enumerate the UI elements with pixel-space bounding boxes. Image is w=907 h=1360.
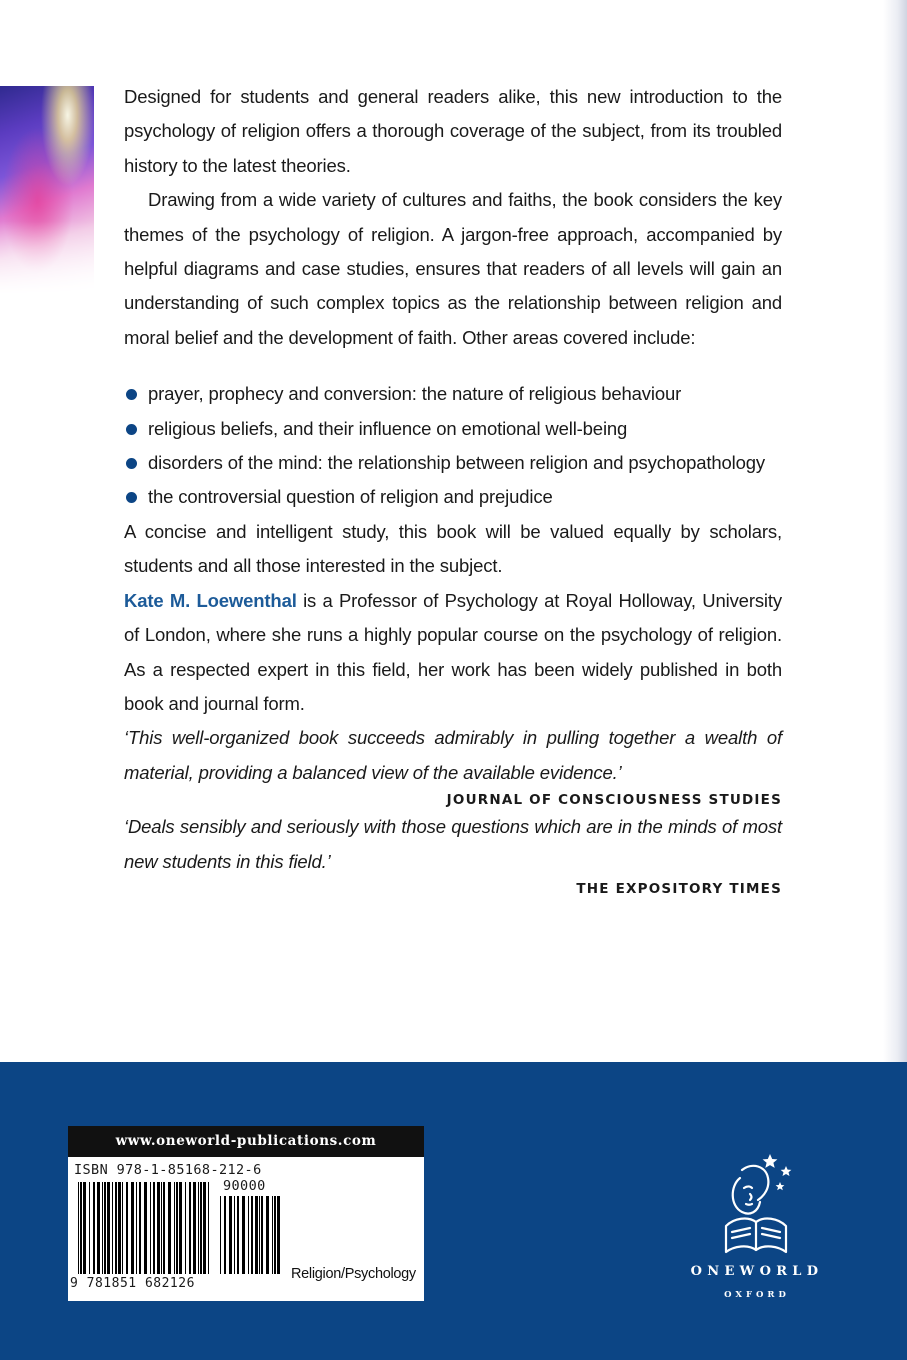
- list-item: [124, 446, 782, 480]
- reader-logo-icon: [700, 1148, 810, 1268]
- barcode-bar: [118, 1182, 121, 1274]
- bullet-icon: [126, 424, 137, 435]
- barcode-bar: [248, 1196, 249, 1274]
- barcode-bar: [220, 1196, 221, 1274]
- barcode-bar: [157, 1182, 160, 1274]
- author-bio-text: is a Professor of Psychology at Royal Holloway, University of London, where she runs a highly popular course on the psychology of religion. As a respected expert in this field, her work has been widely published in both book and journal form.: [124, 589, 782, 714]
- blurb-paragraph-2: Drawing from a wide variety of cultures and faiths, the book considers the key themes of the psychology of religion. A jargon-free approach, accompanied by helpful diagrams and case studies, ensures that readers of all levels will gain an understanding of such complex topics as the relationship between religion and moral belief and the development of faith. Other areas covered include:: [124, 189, 782, 348]
- list-item-text: prayer, prophecy and conversion: the nature of religious behaviour: [148, 383, 682, 405]
- list-item: [124, 412, 782, 446]
- barcode-bar: [242, 1196, 245, 1274]
- list-item: [124, 480, 782, 514]
- cover-art-fragment: [0, 86, 94, 294]
- barcode-bar: [255, 1196, 258, 1274]
- price-code: 90000: [223, 1178, 266, 1194]
- bullet-icon: [126, 492, 137, 503]
- barcode-bar: [176, 1182, 178, 1274]
- barcode-bar: [83, 1182, 86, 1274]
- barcode-bar: [266, 1196, 269, 1274]
- author-bio: [124, 584, 782, 722]
- barcode-bar: [163, 1182, 165, 1274]
- barcode-bar: [153, 1182, 155, 1274]
- blurb: [124, 80, 782, 899]
- list-item-text: religious beliefs, and their influence on emotional well-being: [148, 417, 628, 439]
- barcode-bar: [107, 1182, 110, 1274]
- publisher-name: ONEWORLD: [690, 1264, 824, 1279]
- review-source-2: THE EXPOSITORY TIMES: [576, 880, 782, 897]
- list-item-text: the controversial question of religion and prejudice: [148, 486, 553, 508]
- barcode-bar: [89, 1182, 90, 1274]
- barcode-bar: [261, 1196, 263, 1274]
- barcode-bar: [78, 1182, 79, 1274]
- isbn-text: ISBN 978-1-85168-212-6: [74, 1162, 262, 1178]
- barcode-bar: [189, 1182, 191, 1274]
- barcode-bar: [174, 1182, 175, 1274]
- barcode-bar: [229, 1196, 232, 1274]
- barcode-bar: [274, 1196, 276, 1274]
- barcode-bar: [126, 1182, 128, 1274]
- barcode-bar: [115, 1182, 117, 1274]
- topics-list: [124, 377, 782, 515]
- bullet-icon: [126, 389, 137, 400]
- publisher-url: www.oneworld-publications.com: [68, 1126, 424, 1157]
- barcode-bar: [131, 1182, 134, 1274]
- ean-digits: 9 781851 682126: [70, 1276, 195, 1291]
- list-item: [124, 377, 782, 411]
- barcode-bar: [198, 1182, 199, 1274]
- barcode-icon: [78, 1182, 283, 1277]
- barcode-bar: [203, 1182, 206, 1274]
- publisher-city: OXFORD: [724, 1290, 790, 1300]
- category-label: Religion/Psychology: [291, 1266, 416, 1282]
- bullet-icon: [126, 458, 137, 469]
- review-source-1: JOURNAL OF CONSCIOUSNESS STUDIES: [446, 792, 782, 809]
- barcode-bar: [179, 1182, 182, 1274]
- blurb-paragraph-3: A concise and intelligent study, this book will be valued equally by scholars, students and all those interested in the subject.: [124, 520, 782, 577]
- barcode-bar: [122, 1182, 123, 1274]
- review-quote-1: ‘This well-organized book succeeds admirably in pulling together a wealth of material, providing a balanced view of the available evidence.’: [124, 727, 782, 783]
- barcode-panel: [68, 1126, 424, 1301]
- barcode-bar: [161, 1182, 162, 1274]
- barcode-bar: [102, 1182, 103, 1274]
- barcode-bar: [200, 1182, 202, 1274]
- barcode-bar: [80, 1182, 82, 1274]
- barcode-bar: [251, 1196, 253, 1274]
- barcode-bar: [112, 1182, 113, 1274]
- blurb-paragraph-1: Designed for students and general readers alike, this new introduction to the psychology of religion offers a thorough coverage of the subject, from its troubled history to the latest theories.: [124, 86, 782, 176]
- barcode-bar: [272, 1196, 273, 1274]
- barcode-bar: [259, 1196, 260, 1274]
- barcode-bar: [237, 1196, 239, 1274]
- barcode-bar: [224, 1196, 226, 1274]
- barcode-bar: [144, 1182, 147, 1274]
- list-item-text: disorders of the mind: the relationship between religion and psychopathology: [148, 452, 765, 474]
- barcode-bar: [93, 1182, 95, 1274]
- barcode-bar: [193, 1182, 196, 1274]
- author-name: Kate M. Loewenthal: [124, 589, 297, 611]
- barcode-bar: [139, 1182, 141, 1274]
- barcode-bar: [234, 1196, 235, 1274]
- review-quote-2: ‘Deals sensibly and seriously with those questions which are in the minds of most new students in this field.’: [124, 816, 782, 872]
- barcode-bar: [104, 1182, 106, 1274]
- barcode-bar: [136, 1182, 137, 1274]
- barcode-bar: [185, 1182, 186, 1274]
- barcode-bar: [168, 1182, 171, 1274]
- barcode-bar: [277, 1196, 280, 1274]
- spine-shadow: [883, 0, 907, 1062]
- barcode-bar: [97, 1182, 100, 1274]
- barcode-bar: [150, 1182, 151, 1274]
- barcode-bar: [208, 1182, 209, 1274]
